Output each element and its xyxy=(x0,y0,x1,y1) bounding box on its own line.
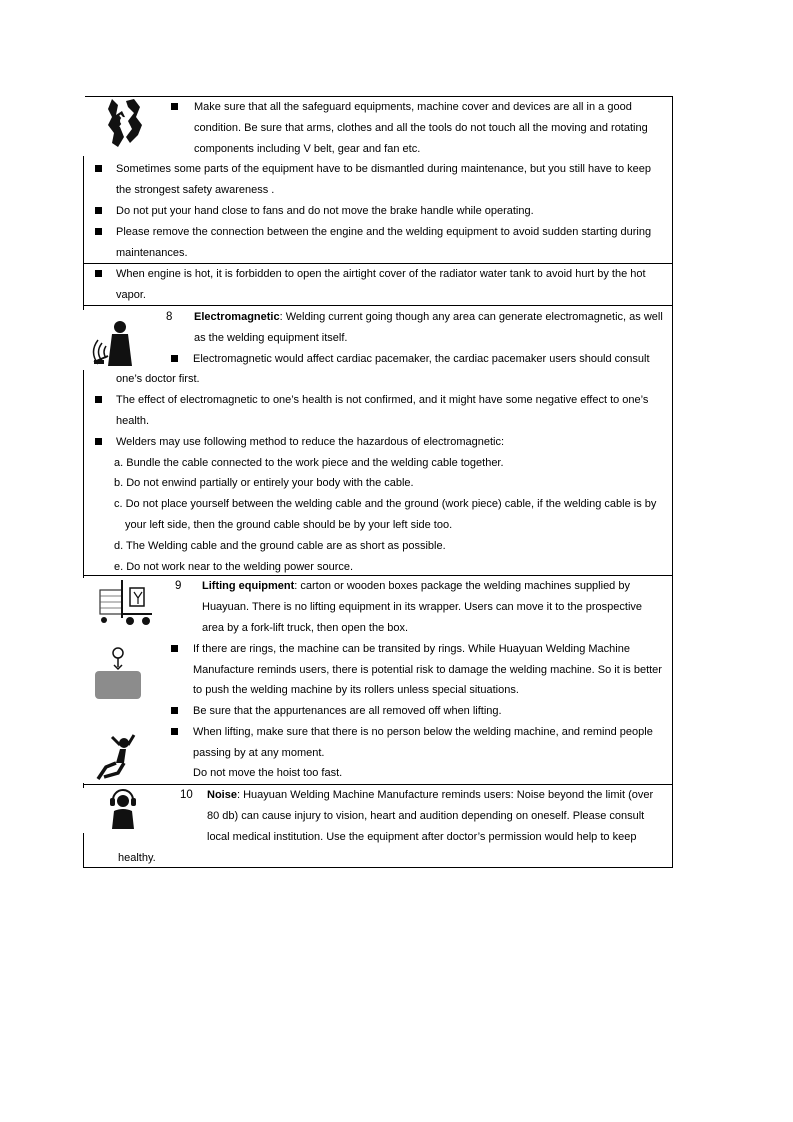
s1-b3: Do not put your hand close to fans and do not move the brake handle while operating. xyxy=(116,205,534,217)
s2-b1-line2: vapor. xyxy=(116,289,146,301)
s1-b4-line1: Please remove the connection between the engine and the welding equipment to avoid sudden starting during xyxy=(116,226,652,238)
s1-b2-line2: the strongest safety awareness . xyxy=(116,184,275,196)
s3-item-a: a. Bundle the cable connected to the work piece and the welding cable together. xyxy=(114,457,504,469)
s3-b1-line2: one’s doctor first. xyxy=(116,373,200,385)
s5-intro-line2: 80 db) can cause injury to vision, heart and audition depending on oneself. Please consult xyxy=(207,810,645,822)
s3-item-b: b. Do not enwind partially or entirely your body with the cable. xyxy=(114,477,414,489)
lifting-ring-machine-icon xyxy=(94,645,142,701)
s5-tail: healthy. xyxy=(118,852,156,864)
forklift-crate-icon xyxy=(96,578,154,626)
s3-intro-line1: Electromagnetic: Welding current going though any area can generate electromagnetic, as well xyxy=(194,311,663,323)
bullet-square xyxy=(95,207,102,214)
s3-intro-line2: as the welding equipment itself. xyxy=(194,332,348,344)
s3-item-c-line1: c. Do not place yourself between the welding cable and the ground (work piece) cable, if the welding cable is by xyxy=(114,498,657,510)
s4-intro-line1: Lifting equipment: carton or wooden boxes package the welding machines supplied by xyxy=(202,580,630,592)
s3-b3: Welders may use following method to reduce the hazardous of electromagnetic: xyxy=(116,436,505,448)
s3-heading: Electromagnetic xyxy=(194,311,280,323)
electromagnetic-person-icon xyxy=(92,318,134,370)
bullet-square xyxy=(171,103,178,110)
s4-b1-line1: If there are rings, the machine can be transited by rings. While Huayuan Welding Machine xyxy=(193,643,630,655)
s5-intro-line3: local medical institution. Use the equipment after doctor’s permission would help to keep xyxy=(207,831,637,843)
s3-b2-line1: The effect of electromagnetic to one’s health is not confirmed, and it might have some negative effect to one’s xyxy=(116,394,649,406)
s4-b1-line2: Manufacture reminds users, there is potential risk to damage the welding machine. So it is better xyxy=(193,664,662,676)
bullet-square xyxy=(171,707,178,714)
section-divider xyxy=(83,784,673,785)
bullet-square xyxy=(171,645,178,652)
s3-item-c-line2: your left side, then the ground cable should be by your left side too. xyxy=(125,519,453,531)
s3-item-e: e. Do not work near to the welding power source. xyxy=(114,561,354,573)
section-number: 9 xyxy=(175,580,182,592)
s2-b1-line1: When engine is hot, it is forbidden to open the airtight cover of the radiator water tank to avoid hurt by the hot xyxy=(116,268,646,280)
s5-intro-line1: Noise: Huayuan Welding Machine Manufacture reminds users: Noise beyond the limit (over xyxy=(207,789,654,801)
section-divider xyxy=(83,575,673,576)
s4-b3-line1: When lifting, make sure that there is no person below the welding machine, and remind people xyxy=(193,726,653,738)
section-divider xyxy=(83,305,673,306)
bullet-square xyxy=(95,228,102,235)
hand-in-gears-warning-icon xyxy=(104,97,146,149)
bullet-square xyxy=(95,438,102,445)
section-divider xyxy=(83,263,673,264)
s4-intro-line2: Huayuan. There is no lifting equipment in its wrapper. Users can move it to the prospective xyxy=(202,601,643,613)
s4-b2: Be sure that the appurtenances are all removed off when lifting. xyxy=(193,705,502,717)
s3-b1-line1: Electromagnetic would affect cardiac pacemaker, the cardiac pacemaker users should consult xyxy=(193,353,650,365)
s4-b4: Do not move the hoist too fast. xyxy=(193,767,343,779)
s1-b2-line1: Sometimes some parts of the equipment have to be dismantled during maintenance, but you still have to keep xyxy=(116,163,652,175)
bullet-square xyxy=(171,355,178,362)
s3-item-d: d. The Welding cable and the ground cable are as short as possible. xyxy=(114,540,446,552)
s5-heading: Noise xyxy=(207,789,237,801)
s4-b1-line3: to push the welding machine by its rollers unless special situations. xyxy=(193,684,519,696)
s3-b2-line2: health. xyxy=(116,415,150,427)
s1-b4-line2: maintenances. xyxy=(116,247,188,259)
bullet-square xyxy=(95,270,102,277)
section-number: 10 xyxy=(180,789,193,801)
s4-intro-line3: area by a fork-lift truck, then open the box. xyxy=(202,622,409,634)
s4-heading: Lifting equipment xyxy=(202,580,295,592)
crushed-person-warning-icon xyxy=(90,733,150,783)
bullet-square xyxy=(95,396,102,403)
s1-b1-line2: condition. Be sure that arms, clothes and all the tools do not touch all the moving and rotating xyxy=(194,122,648,134)
section-number: 8 xyxy=(166,311,173,323)
noise-hearing-protection-icon xyxy=(106,789,140,829)
s1-b1-line1: Make sure that all the safeguard equipments, machine cover and devices are all in a good xyxy=(194,101,632,113)
bullet-square xyxy=(95,165,102,172)
s4-b3-line2: passing by at any moment. xyxy=(193,747,325,759)
s1-b1-line3: components including V belt, gear and fan etc. xyxy=(194,143,421,155)
bullet-square xyxy=(171,728,178,735)
